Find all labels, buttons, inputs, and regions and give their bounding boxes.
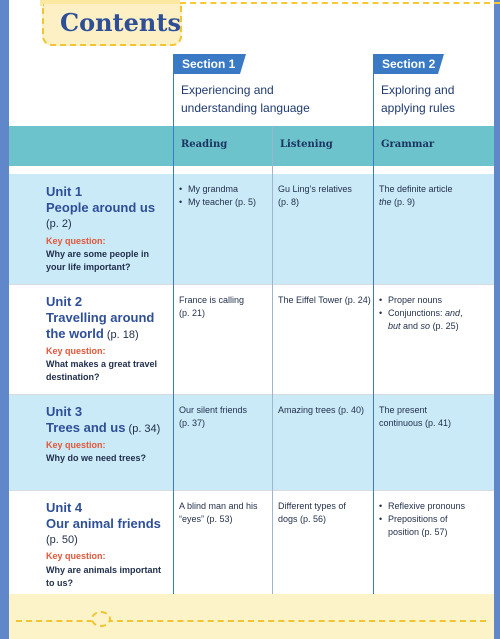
grammar-item <box>379 513 489 539</box>
grammar-italic: but <box>388 321 401 331</box>
grammar-line: continuous (p. 41) <box>379 418 452 428</box>
title-box <box>42 4 182 46</box>
listening-line: Amazing trees (p. 40) <box>278 405 365 415</box>
grammar-text: position (p. 57) <box>388 527 448 537</box>
grammar-italic: and <box>445 308 461 318</box>
unit-number: Unit 3 <box>46 404 83 419</box>
key-question-label: Key question: <box>46 551 106 561</box>
unit-page: (p. 50) <box>46 534 78 546</box>
unit-4-heading <box>46 500 161 548</box>
unit-2-reading <box>179 294 271 320</box>
unit-3-heading <box>46 404 160 437</box>
unit-page: (p. 34) <box>125 423 161 435</box>
unit-number: Unit 1 <box>46 184 83 199</box>
section-1-desc-line: Experiencing and <box>181 83 274 97</box>
unit-4-reading <box>179 500 271 526</box>
left-border <box>0 0 9 639</box>
bottom-dashed-line <box>16 620 486 622</box>
listening-header: Listening <box>280 139 333 150</box>
reading-item: • My grandma <box>179 183 271 196</box>
grammar-text: , <box>460 308 463 318</box>
unit-2-grammar <box>379 294 489 333</box>
unit-3-listening <box>278 404 373 417</box>
grammar-line: The present <box>379 405 428 415</box>
listening-line: (p. 8) <box>278 197 300 207</box>
grammar-line: The definite article <box>379 184 453 194</box>
reading-header: Reading <box>181 139 228 150</box>
grammar-text: (p. 25) <box>430 321 459 331</box>
row-divider <box>9 490 494 491</box>
unit-2-listening <box>278 294 373 307</box>
unit-page: (p. 2) <box>46 218 72 230</box>
key-question-label: Key question: <box>46 346 106 356</box>
grammar-item: • Reflexive pronouns <box>379 500 489 513</box>
key-question-text <box>46 358 170 384</box>
listening-line: dogs (p. 56) <box>278 514 327 524</box>
key-question-line: destination? <box>46 372 100 382</box>
grammar-line <box>379 196 489 209</box>
unit-3-grammar <box>379 404 489 430</box>
listening-line: Gu Ling’s relatives <box>278 184 352 194</box>
unit-1-heading <box>46 184 155 232</box>
key-question-line: Why are some people in <box>46 249 150 259</box>
top-dashed-line <box>180 2 500 4</box>
row-divider <box>9 284 494 285</box>
right-border <box>494 0 500 639</box>
page-title: Contents <box>60 8 181 37</box>
grammar-italic: the <box>379 197 392 207</box>
grammar-item: • Proper nouns <box>379 294 489 307</box>
key-question-text <box>46 248 170 274</box>
unit-number: Unit 2 <box>46 294 83 309</box>
unit-2-heading <box>46 294 154 343</box>
bottom-band <box>9 594 494 639</box>
section-2-column-line <box>373 54 374 594</box>
unit-4-listening <box>278 500 372 526</box>
unit-3-reading <box>179 404 271 430</box>
unit-page: (p. 18) <box>103 329 139 341</box>
section-2-description <box>381 81 491 117</box>
key-question-text <box>46 452 170 465</box>
grammar-text: and <box>400 321 421 331</box>
unit-title-line <box>46 326 154 343</box>
unit-number: Unit 4 <box>46 500 83 515</box>
grammar-page: (p. 9) <box>391 197 416 207</box>
reading-line: (p. 37) <box>179 418 206 428</box>
key-question-label: Key question: <box>46 440 106 450</box>
unit-1-listening <box>278 183 372 209</box>
section-2-tab: Section 2 <box>374 54 438 74</box>
listening-line: Different types of <box>278 501 346 511</box>
unit-title: Trees and us <box>46 420 126 435</box>
reading-line: A blind man and his <box>179 501 258 511</box>
grammar-text: Prepositions of <box>388 514 448 524</box>
grammar-item <box>379 307 489 333</box>
grammar-header: Grammar <box>381 139 435 150</box>
section-1-desc-line: understanding language <box>181 101 310 115</box>
bottom-decoration <box>91 611 111 627</box>
unit-title: Our animal friends <box>46 516 161 531</box>
section-1-tab: Section 1 <box>174 54 240 74</box>
grammar-italic: so <box>420 321 431 331</box>
key-question-text <box>46 564 170 590</box>
key-question-line: to us? <box>46 578 73 588</box>
key-question-label: Key question: <box>46 236 106 246</box>
section-2-desc-line: Exploring and <box>381 83 455 97</box>
row-divider <box>9 394 494 395</box>
unit-1-grammar <box>379 183 489 209</box>
reading-item: • My teacher (p. 5) <box>179 196 271 209</box>
unit-title-line <box>46 420 160 437</box>
unit-title: Travelling around <box>46 310 155 325</box>
unit-4-grammar <box>379 500 489 539</box>
key-question-line: your life important? <box>46 262 131 272</box>
listening-line: The Eiffel Tower (p. 24) <box>278 295 371 305</box>
reading-line: Our silent friends <box>179 405 248 415</box>
key-question-line: Why do we need trees? <box>46 453 147 463</box>
unit-title: the world <box>46 326 104 341</box>
section-1-column-line <box>173 54 174 594</box>
section-2-desc-line: applying rules <box>381 101 456 115</box>
reading-listening-divider <box>272 126 273 594</box>
section-1-description <box>181 81 361 117</box>
unit-1-reading <box>179 183 271 209</box>
grammar-text: Conjunctions: <box>388 308 446 318</box>
reading-line: France is calling <box>179 295 245 305</box>
reading-line: (p. 21) <box>179 308 206 318</box>
key-question-line: What makes a great travel <box>46 359 158 369</box>
unit-title: People around us <box>46 200 156 215</box>
key-question-line: Why are animals important <box>46 565 162 575</box>
reading-line: “eyes” (p. 53) <box>179 514 233 524</box>
